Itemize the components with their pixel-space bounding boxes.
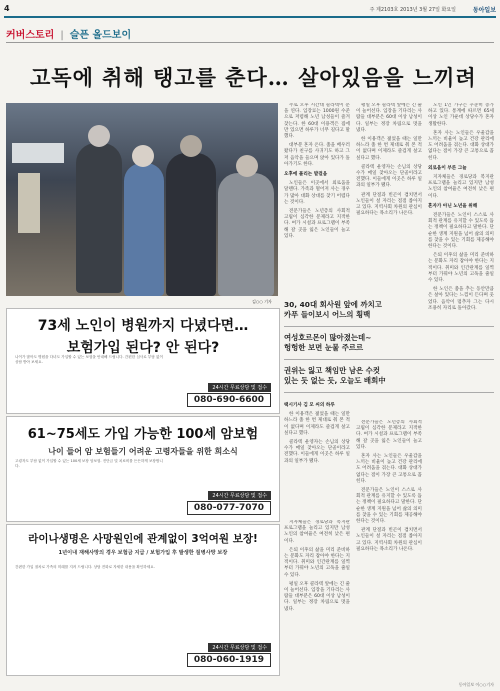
- person-figure: [218, 173, 274, 296]
- person-head: [180, 135, 202, 157]
- teaser-line: 30, 40대 회사원 앞에 까치고: [284, 300, 382, 309]
- person-head: [132, 145, 154, 167]
- ad-body: 고령자도 부담 없이 가입할 수 있는 100세 보장 암보험. 진단금 및 치료비를 든든하게 보장합니다.: [15, 459, 163, 468]
- teaser-line: 카푸 들이보시 어느의 횡백: [284, 310, 371, 319]
- subhead: 오후에 몰리는 발걸음: [284, 172, 328, 178]
- section-tag: 커버스토리 | 슬픈 올드보이: [6, 30, 132, 41]
- section-sublabel: 슬픈 올드보이: [69, 30, 132, 41]
- divider: [284, 359, 494, 360]
- article-column-5: 지자체들은 경로당과 복지관 프로그램을 늘리고 있지만 남성 노인의 참여율은 여전히 낮은 편이다. 은퇴 이후의 삶을 미리 준비하는 문화도 자리 잡아야 한다는 지적이다. 취미와 인간관계를 일찍부터 가꿔야 노년의 고독을 줄일 수 있다. 평일 오후 콜라텍 앞에는 긴 줄이 늘어선다. 입장을 기다리는 사람들 대부분은 60대 이상 남성이다. 일부는 정장 차림으로 멋을 냈다.: [284, 520, 350, 612]
- subhead: 외로움이 부른 그늘: [428, 165, 467, 171]
- teaser-line: 권위는 잃고 책임만 남은 수컷: [284, 366, 380, 375]
- ad-headline: 라이나생명은 사망원인에 관계없이 3억여원 보장!: [28, 533, 258, 545]
- ad-subheadline: 1년이내 재해사망의 경우 보험금 지급 / 보험가입 후 발생한 질병사망 보장: [58, 550, 228, 556]
- teaser-line: 여성호르몬이 많아졌는데~: [284, 333, 372, 342]
- article-column-2: 평일 오후 콜라텍 앞에는 긴 줄이 늘어선다. 입장을 기다리는 사람들 대부분은 60대 이상 남성이다. 일부는 정장 차림으로 멋을 냈다. 한 이용객은 젊었을 때는 일만 하느라 춤 한 번 제대로 춰 본 적이 없다며 이제라도 즐겁게 살고 싶다고 했다. 콜라텍 운영자는 손님의 상당수가 매일 찾아오는 단골이라고 전했다. 이들에게 이곳은 하루 일과의 일부가 됐다. 관계 단절과 빈곤이 겹치면서 노인들이 설 자리는 점점 좁아지고 있다. 지역사회 차원의 관심이 필요하다는 목소리가 나온다.: [356, 103, 422, 217]
- person-figure: [166, 153, 216, 296]
- storefront-sign: [12, 143, 64, 163]
- issue-meta: 주 제2103호 2013년 3월 27일 화요일: [369, 7, 456, 13]
- teaser-line: 헝헝한 보면 눈물 주르르: [284, 343, 364, 352]
- page-footer: 동아일보 이○○기자: [458, 682, 494, 687]
- ad-body: 나이가 많아도 병원을 다녀도 가입할 수 있는 보험을 안내해 드립니다. 간편한 심사로 부담 없이 상담 받아 보세요.: [15, 355, 163, 364]
- insurance-ad-1: [6, 308, 280, 414]
- person-figure: [76, 143, 122, 293]
- ad-subheadline: 나이 들어 암 보험들기 어려운 고령자들을 위한 희소식: [48, 447, 238, 456]
- ad-phone[interactable]: 080-690-6600: [187, 393, 271, 407]
- page-number: 4: [4, 4, 10, 13]
- ad-badge: 24시간 무료상담 및 접수: [208, 383, 271, 392]
- ad-phone[interactable]: 080-060-1919: [187, 653, 271, 667]
- ad-headline: 73세 노인이 병원까지 다녔다면…: [37, 318, 249, 334]
- article-headline: 고독에 취해 탱고를 춘다… 살아있음을 느끼려: [30, 65, 477, 90]
- divider: [284, 392, 494, 393]
- insurance-ad-2: [6, 416, 280, 522]
- page-header: [4, 4, 496, 18]
- divider: [6, 42, 494, 43]
- ad-phone[interactable]: 080-077-7070: [187, 501, 271, 515]
- ad-headline: 61~75세도 가입 가능한 100세 암보험: [27, 427, 259, 442]
- building-pillar: [18, 173, 40, 233]
- divider: [284, 326, 494, 327]
- person-head: [88, 125, 110, 147]
- teaser-line: 있는 듯 없는 듯, 오늘도 배회中: [284, 376, 386, 385]
- subhead: 혼자가 아닌 노년을 위해: [428, 203, 478, 209]
- insurance-ad-3: [6, 524, 280, 676]
- teaser-body: 택시기사 김 모 씨의 하루 한 이용객은 젊었을 때는 일만 하느라 춤 한 번 제대로 춰 본 적이 없다며 이제라도 즐겁게 살고 싶다고 했다. 콜라텍 운영자는 손님의 상당수가 매일 찾아오는 단골이라고 전했다. 이들에게 이곳은 하루 일과의 일부가 됐다.: [284, 403, 350, 464]
- photo-credit: 김○○ 기자: [252, 299, 272, 304]
- article-photo: [6, 103, 278, 296]
- ad-body: 간편한 가입 절차로 가족의 미래를 지켜 드립니다. 상담 전화로 자세한 내용을 확인하세요.: [15, 565, 155, 569]
- person-head: [236, 155, 258, 177]
- ad-subheadline: 보험가입 된다? 안 된다?: [66, 340, 220, 356]
- brand-logo: 동아일보: [472, 7, 496, 14]
- ad-badge: 24시간 무료상담 및 접수: [208, 491, 271, 500]
- article-column-1: 주로 오후 시간대 콜라텍이 문을 연다. 입장료는 1000원 수준으로 저렴해 노년 남성들이 즐겨 찾는다. 한 60대 이용객은 집에만 있으면 하루가 너무 길다고 말했다. 대부분 혼자 온다. 춤을 배우러 왔다가 친구를 사귀기도 하고 그저 음악을 들으며 앉아 있다가 돌아가기도 한다. 오후에 몰리는 발걸음 노인들은 이곳에서 외로움을 달랜다. 가족과 떨어져 사는 경우가 많아 대화 상대를 찾기 어렵다는 것이다. 전문가들은 노년층의 사회적 고립이 심각한 문제라고 지적한다. 여가 시설과 프로그램이 부족해 갈 곳을 잃은 노인들이 늘고 있다.: [284, 103, 350, 239]
- ad-badge: 24시간 무료상담 및 접수: [208, 643, 271, 652]
- teaser-caption: 택시기사 김 모 씨의 하루: [284, 403, 335, 408]
- article-column-4: 전문가들은 노년층의 사회적 고립이 심각한 문제라고 지적한다. 여가 시설과 프로그램이 부족해 갈 곳을 잃은 노인들이 늘고 있다. 혼자 사는 노인들은 우울감을 느끼는 비율이 높고 건강 관리에도 어려움을 겪는다. 대화 상대가 없다는 점이 가장 큰 고통으로 꼽힌다. 전문가들은 노인이 스스로 사회적 관계를 유지할 수 있도록 돕는 정책이 필요하다고 말한다. 단순한 생계 지원을 넘어 삶의 의미를 찾을 수 있는 기회를 제공해야 한다는 것이다. 관계 단절과 빈곤이 겹치면서 노인들이 설 자리는 점점 좁아지고 있다. 지역사회 차원의 관심이 필요하다는 목소리가 나온다.: [356, 420, 422, 552]
- person-figure: [124, 163, 164, 296]
- section-label: 커버스토리: [6, 30, 55, 41]
- article-column-3: 노인 1인 가구는 꾸준히 증가하고 있다. 통계에 따르면 65세 이상 노인 가운데 상당수가 혼자 생활한다. 혼자 사는 노인들은 우울감을 느끼는 비율이 높고 건강 관리에도 어려움을 겪는다. 대화 상대가 없다는 점이 가장 큰 고통으로 꼽힌다. 외로움이 부른 그늘 지자체들은 경로당과 복지관 프로그램을 늘리고 있지만 남성 노인의 참여율은 여전히 낮은 편이다. 혼자가 아닌 노년을 위해 전문가들은 노인이 스스로 사회적 관계를 유지할 수 있도록 돕는 정책이 필요하다고 말한다. 단순한 생계 지원을 넘어 삶의 의미를 찾을 수 있는 기회를 제공해야 한다는 것이다. 은퇴 이후의 삶을 미리 준비하는 문화도 자리 잡아야 한다는 지적이다. 취미와 인간관계를 일찍부터 가꿔야 노년의 고독을 줄일 수 있다. 한 노인은 춤을 추는 동안만큼은 살아 있다는 느낌이 든다며 웃었다. 음악이 멈추자 그는 다시 조용히 자리로 돌아갔다.: [428, 103, 494, 311]
